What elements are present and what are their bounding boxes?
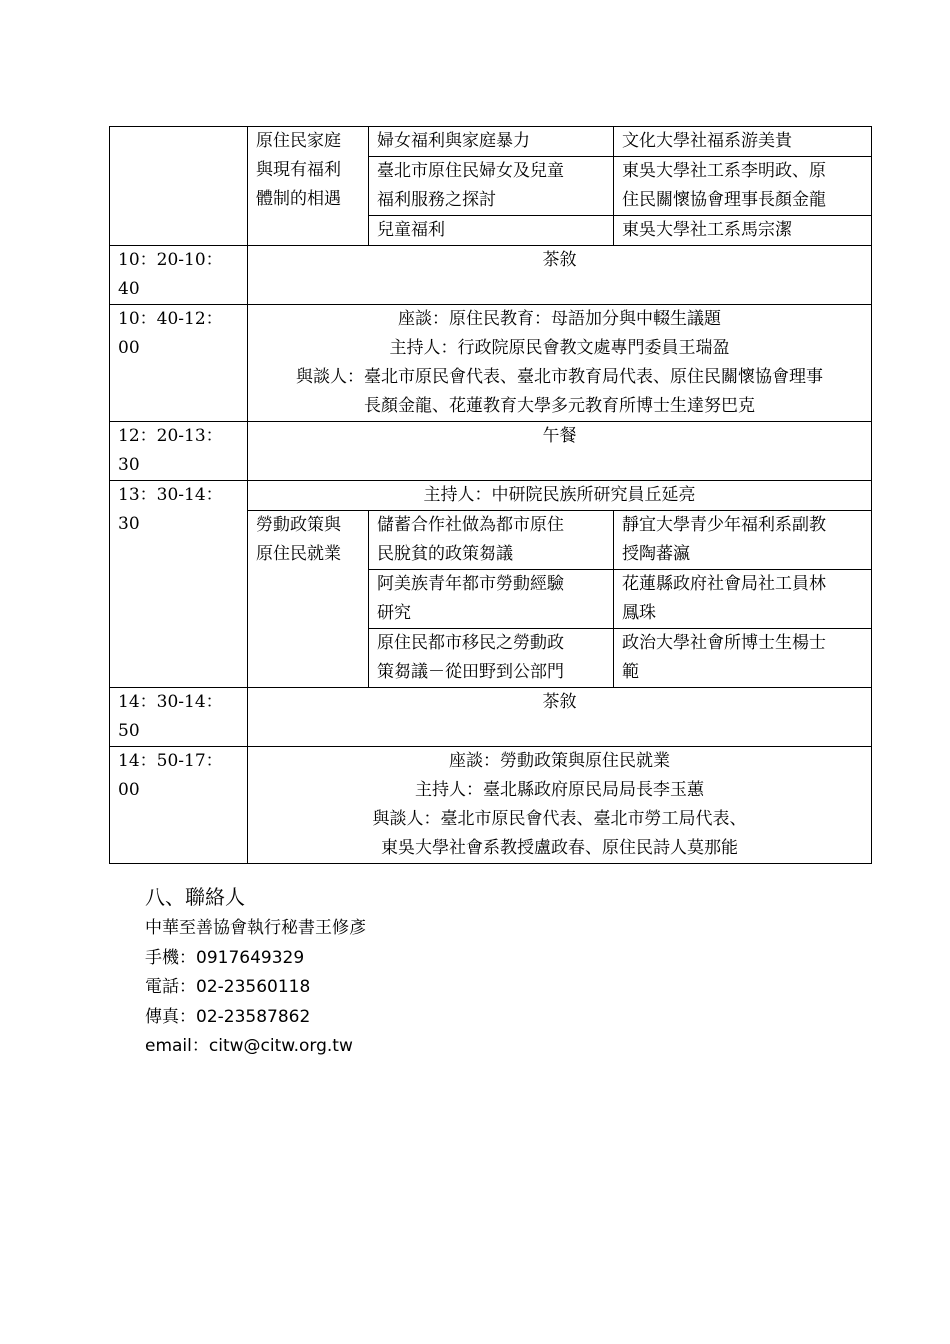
paper-title-cell: 阿美族青年都市勞動經驗 研究 <box>369 570 614 629</box>
forum-panelists-cont: 長顏金龍、花蓮教育大學多元教育所博士生達努巴克 <box>364 396 755 416</box>
contact-mobile: 手機：0917649329 <box>145 947 305 968</box>
contact-phone: 電話：02-23560118 <box>145 977 311 997</box>
table-row <box>110 422 872 481</box>
table-row <box>110 688 872 747</box>
contact-heading: 八、聯絡人 <box>145 885 245 909</box>
speaker-cell: 花蓮縣政府社會局社工員林 鳳珠 <box>614 570 872 629</box>
speaker-cell: 東吳大學社工系馬宗潔 <box>614 216 872 246</box>
contact-section <box>145 882 366 1062</box>
forum-host: 主持人：行政院原民會教文處專門委員王瑞盈 <box>389 338 730 358</box>
forum-title: 座談：勞動政策與原住民就業 <box>449 751 670 771</box>
time-cell: 10：20-10： 40 <box>110 246 248 305</box>
speaker-cell: 東吳大學社工系李明政、原 住民關懷協會理事長顏金龍 <box>614 157 872 216</box>
table-row <box>110 246 872 305</box>
time-cell: 12：20-13： 30 <box>110 422 248 481</box>
contact-email[interactable]: email：citw@citw.org.tw <box>145 1036 353 1056</box>
contact-fax: 傳真：02-23587862 <box>145 1006 311 1027</box>
forum-panelists-cont: 東吳大學社會系教授盧政春、原住民詩人莫那能 <box>381 838 738 858</box>
forum-title: 座談：原住民教育：母語加分與中輟生議題 <box>398 309 721 329</box>
speaker-cell: 靜宜大學青少年福利系副教 授陶蕃瀛 <box>614 511 872 570</box>
paper-title-cell: 臺北市原住民婦女及兒童 福利服務之探討 <box>369 157 614 216</box>
break-cell: 茶敘 <box>248 688 872 747</box>
table-row <box>110 747 872 864</box>
speaker-cell: 文化大學社福系游美貴 <box>614 127 872 157</box>
schedule-table <box>109 126 872 864</box>
paper-title-cell: 儲蓄合作社做為都市原住 民脫貧的政策芻議 <box>369 511 614 570</box>
forum-panelists: 與談人：臺北市原民會代表、臺北市教育局代表、原住民關懷協會理事 <box>296 367 823 387</box>
paper-title-cell: 兒童福利 <box>369 216 614 246</box>
time-cell: 14：50-17： 00 <box>110 747 248 864</box>
session-topic-cell: 勞動政策與 原住民就業 <box>248 511 369 688</box>
contact-person: 中華至善協會執行秘書王修彥 <box>145 918 366 938</box>
session-topic-cell: 原住民家庭 與現有福利 體制的相遇 <box>248 127 369 246</box>
time-cell: 13：30-14： 30 <box>110 481 248 688</box>
forum-host: 主持人：臺北縣政府原民局局長李玉蕙 <box>415 780 704 800</box>
speaker-cell: 政治大學社會所博士生楊士 範 <box>614 629 872 688</box>
time-cell: 14：30-14： 50 <box>110 688 248 747</box>
paper-title-cell: 婦女福利與家庭暴力 <box>369 127 614 157</box>
forum-panelists: 與談人：臺北市原民會代表、臺北市勞工局代表、 <box>372 809 747 829</box>
time-cell-empty <box>110 127 248 246</box>
forum-cell <box>248 747 872 864</box>
table-row <box>110 127 872 157</box>
table-row <box>110 481 872 511</box>
time-cell: 10：40-12： 00 <box>110 305 248 422</box>
forum-cell <box>248 305 872 422</box>
lunch-cell: 午餐 <box>248 422 872 481</box>
paper-title-cell: 原住民都市移民之勞動政 策芻議－從田野到公部門 <box>369 629 614 688</box>
table-row <box>110 305 872 422</box>
break-cell: 茶敘 <box>248 246 872 305</box>
session-host-cell: 主持人：中研院民族所研究員丘延亮 <box>248 481 872 511</box>
